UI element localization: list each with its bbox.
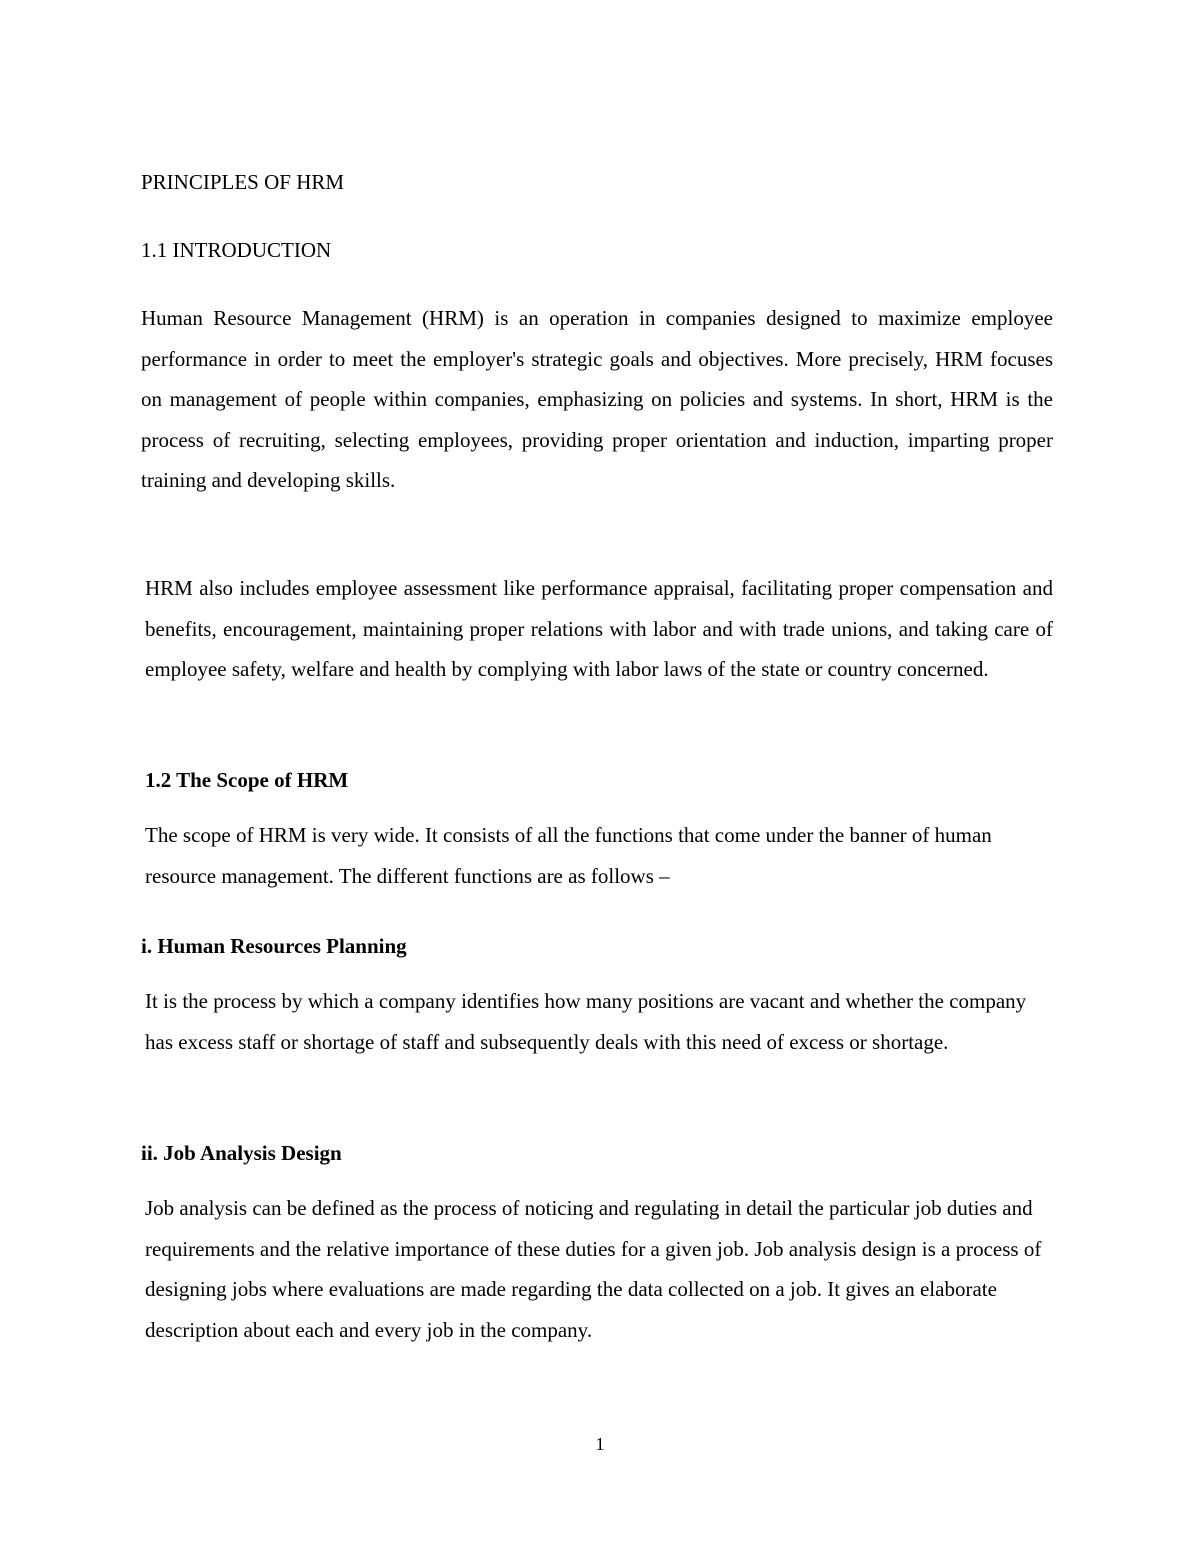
subsection-heading-job-analysis: ii. Job Analysis Design — [141, 1141, 342, 1165]
job-analysis-paragraph: Job analysis can be defined as the process of noticing and regulating in detail the particular job duties and requirements and the relative importance of these duties for a given job. Job analysis design is a process of designing jobs where evaluations are made regarding the data collected on a job. It gives an elaborate description about each and every job in the company. — [145, 1196, 1042, 1342]
hr-planning-paragraph: It is the process by which a company identifies how many positions are vacant and whether the company has excess staff or shortage of staff and subsequently deals with this need of excess or shortage. — [145, 989, 1027, 1054]
subsection-heading-hr-planning: i. Human Resources Planning — [141, 934, 407, 958]
document-title: PRINCIPLES OF HRM — [141, 170, 345, 194]
scope-paragraph: The scope of HRM is very wide. It consists of all the functions that come under the banner of human resource management. The different functions are as follows – — [145, 823, 992, 888]
section-heading-introduction: 1.1 INTRODUCTION — [141, 238, 332, 262]
introduction-paragraph-1: Human Resource Management (HRM) is an operation in companies designed to maximize employee performance in order to meet the employer's strategic goals and objectives. More precisely, HRM focuses on management of people within companies, emphasizing on policies and systems. In short, HRM is the process of recruiting, selecting employees, providing proper orientation and induction, imparting proper training and developing skills. — [141, 306, 1053, 492]
page-number: 1 — [595, 1434, 605, 1454]
section-heading-scope: 1.2 The Scope of HRM — [145, 768, 349, 792]
introduction-paragraph-2: HRM also includes employee assessment like performance appraisal, facilitating proper compensation and benefits, encouragement, maintaining proper relations with labor and with trade unions, and taking care of employee safety, welfare and health by complying with labor laws of the state or country concerned. — [145, 576, 1053, 681]
